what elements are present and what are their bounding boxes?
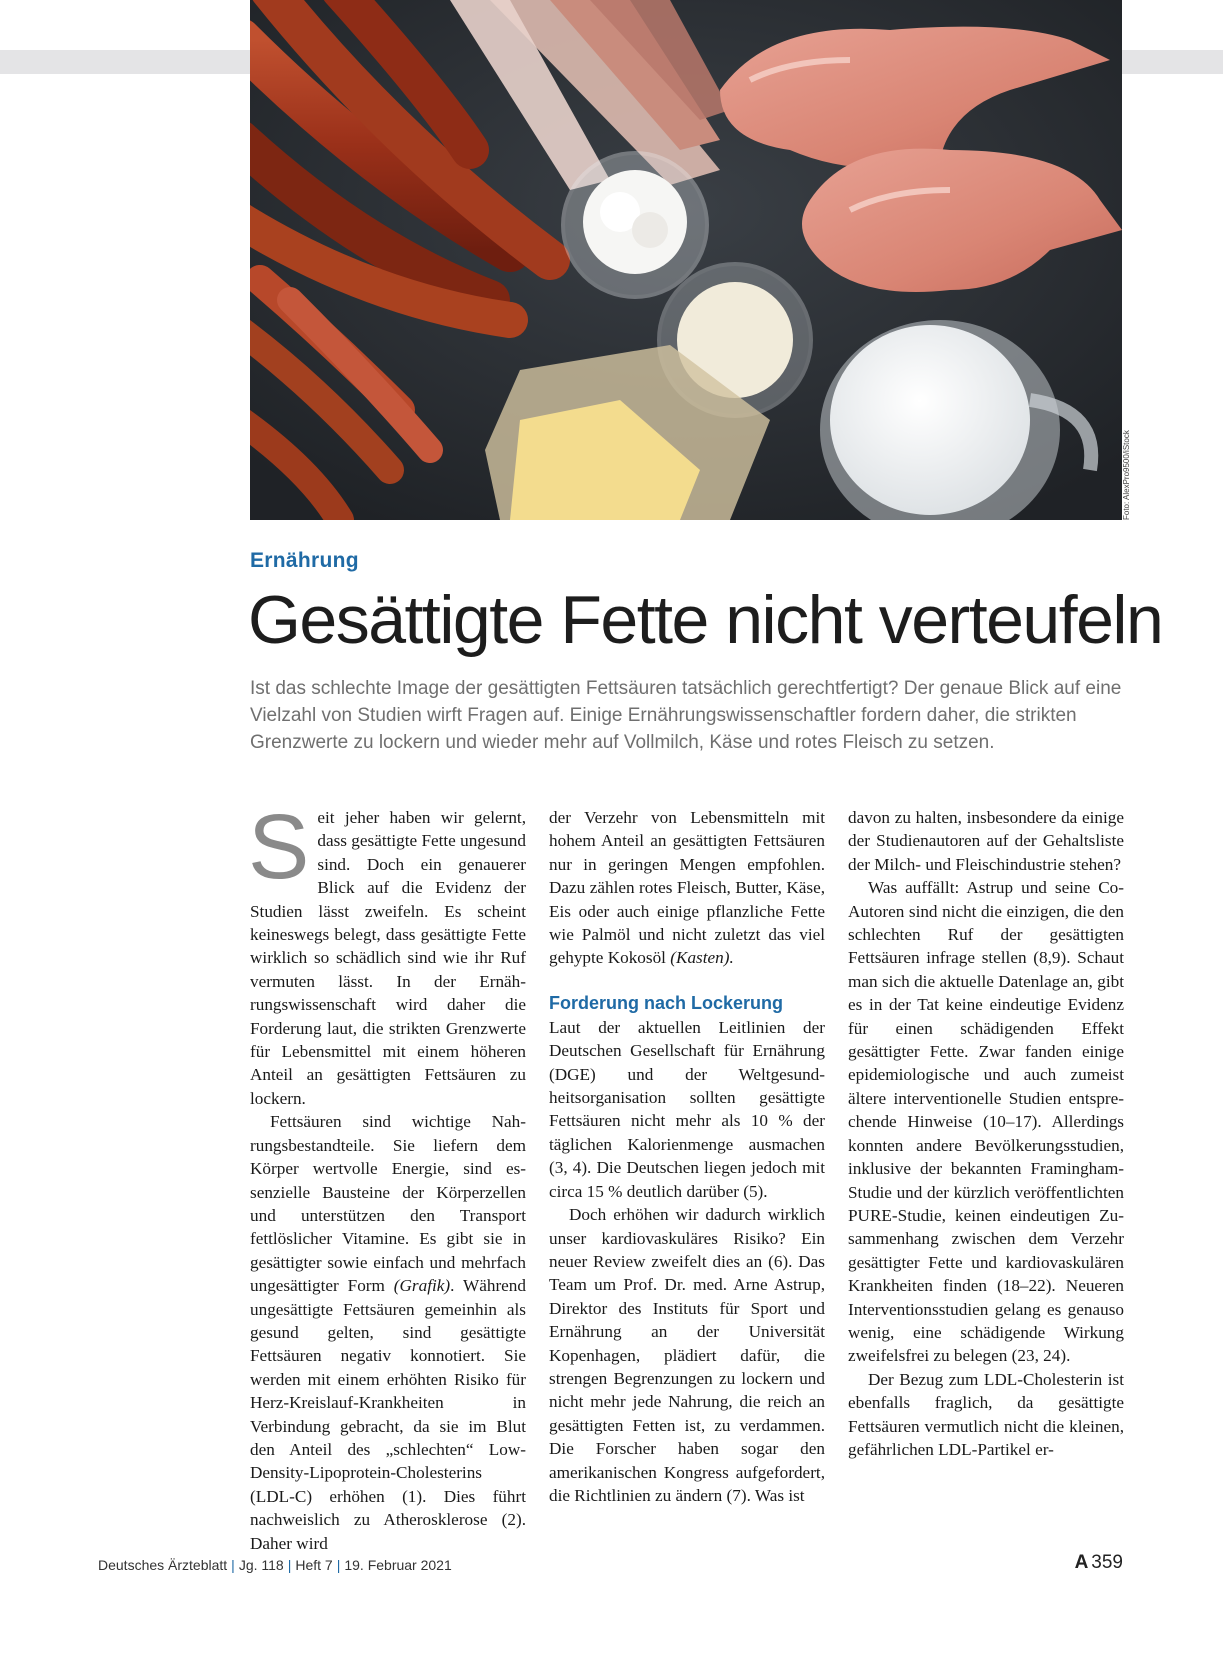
article-headline: Gesättigte Fette nicht verteufeln (248, 582, 1163, 658)
body-column-1 (248, 796, 526, 1555)
body-column-2 (549, 806, 825, 1507)
drop-cap: S (248, 796, 310, 898)
box-reference: (Kasten). (670, 948, 734, 968)
journal-issue: Heft 7 (295, 1557, 333, 1573)
paragraph-text: der Verzehr von Lebensmitteln mit hohem Anteil an gesättigten Fettsäuren nur in geringen Mengen empfohlen. Dazu zählen rotes Fleisch, Butter, Käse, Eis oder auch einige pflanzliche Fette wie Palmöl und nicht zuletzt das viel gehypte Kokosöl (549, 808, 825, 968)
footer-separator: | (287, 1557, 292, 1573)
figure-reference: (Grafik) (393, 1276, 451, 1296)
page-prefix: A (1074, 1552, 1089, 1573)
whipped-cream-bowl (563, 153, 707, 297)
body-column-3 (848, 806, 1124, 1461)
journal-name: Deutsches Ärzteblatt (98, 1557, 228, 1573)
paragraph-text: Fettsäuren sind wichtige Nahrungsbestandteile. Sie liefern dem Körper wertvolle Energie, sind essenzielle Bausteine der Körperzellen und unterstützen den Transport fettlöslicher Vitamine. Es gibt sie in gesättigter sowie einfach und mehrfach ungesättigter Form (250, 1112, 526, 1296)
paragraph: Der Bezug zum LDL-Cholesterin ist ebenfalls fraglich, da gesättigte Fettsäuren vermutlich nicht die kleinen, gefährlichen LDL-Partikel er- (848, 1369, 1124, 1459)
paragraph: Was auffällt: Astrup und seine Co-Autoren sind nicht die einzigen, die den schlechten Ruf der gesättigten Fettsäuren infrage stellen (8,9). Schaut man sich die aktuelle Datenlage an, gibt es in der Tat keine eindeutige Evidenz für einen schädigenden Effekt gesättigter Fette. Zwar fanden einige epidemiologische und auch zumeist ältere interventionelle Studien entsprechende Hinweise (10–17). Allerdings konnten andere Bevölkerungsstudien, inklusive der bekannten Framingham-Studie und der kürzlich veröffentlichten PURE-Studie, keinen eindeutigen Zusammenhang zwischen dem Verzehr gesättigter Fette und kardiovaskulären Krankheiten finden (18–22). Neueren Interventionsstudien gelang es genauso wenig, eine schädigende Wirkung zweifelsfrei zu belegen (23, 24). (848, 878, 1124, 1366)
page-number (1075, 1552, 1123, 1574)
footer-separator: | (231, 1557, 235, 1573)
paragraph: Laut der aktuellen Leitlinien der Deutschen Gesellschaft für Ernährung (DGE) und der Weltgesundheitsorganisation sollten gesättigte Fettsäuren nicht mehr als 10 % der täglichen Kalorienmenge ausmachen (3, 4). Die Deutschen liegen jedoch mit circa 15 % deutlich darüber (5). (549, 1017, 825, 1201)
paragraph: davon zu halten, insbesondere da einige der Studienautoren auf der Gehaltsliste der Milch- und Fleischindustrie stehen? (848, 808, 1124, 874)
section-subheading: Forderung nach Lockerung (549, 992, 784, 1013)
page-number-value: 359 (1091, 1552, 1123, 1573)
paragraph-text: eit jeher haben wir gelernt, dass gesättigte Fette ungesund sind. Doch ein genauerer Blick auf die Evidenz der Studien lässt zweifeln. Es scheint keineswegs belegt, dass gesättigte Fette wirklich so schädlich sind wie ihr Ruf vermuten lässt. In der Ernährungswissenschaft wird daher die Forderung laut, die strikten Grenzwerte für Lebensmittel mit einem höheren Anteil an gesättigten Fettsäuren zu lockern. (250, 808, 526, 1108)
hero-photo (250, 0, 1122, 520)
paragraph: Doch erhöhen wir dadurch wirklich unser kardiovaskuläres Risiko? Ein neuer Review zweifelt dies an (6). Das Team um Prof. Dr. med. Arne Astrup, Direktor des Instituts für Sport und Ernährung an der Universität Kopenhagen, plädiert dafür, die strengen Begrenzungen zu lockern und nicht mehr jede Nahrung, die reich an gesättigten Fetten ist, zu verdammen. Die Forscher haben sogar den amerikanischen Kongress aufgefordert, die Richtlinien zu ändern (7). Was ist (549, 1205, 825, 1505)
food-photo-illustration (250, 0, 1122, 520)
article-lead: Ist das schlechte Image der gesättigten Fettsäuren tatsächlich gerechtfertigt? Der genaue Blick auf eine Vielzahl von Studien wirft Fragen auf. Einige Ernährungswissenschaftler fordern daher, die strikten Grenzwerte zu lockern und wieder mehr auf Vollmilch, Käse und rotes Fleisch zu setzen. (250, 678, 1122, 753)
paragraph (549, 806, 825, 970)
journal-volume: Jg. 118 (238, 1557, 284, 1573)
paragraph (250, 1110, 526, 1555)
paragraph (248, 796, 526, 1110)
photo-credit: Foto: AlexPro9500/iStock (1122, 430, 1131, 520)
issue-date: 19. Februar 2021 (344, 1557, 452, 1573)
footer-separator: | (336, 1557, 341, 1573)
section-kicker: Ernährung (250, 549, 359, 572)
page-footer (98, 1557, 452, 1573)
paragraph-text: . Während ungesättigte Fettsäuren gemeinhin als gesund gelten, sind gesättigte Fettsäuren negativ konnotiert. Sie werden mit einem erhöhten Risiko für Herz-Kreislauf-Krankheiten in Verbindung gebracht, da sie im Blut den Anteil des „schlechten“ Low-Density-Lipoprotein-Cholesterins (LDL-C) erhöhen (1). Dies führt nachweislich zu Atherosklerose (2). Daher wird (250, 1276, 526, 1553)
